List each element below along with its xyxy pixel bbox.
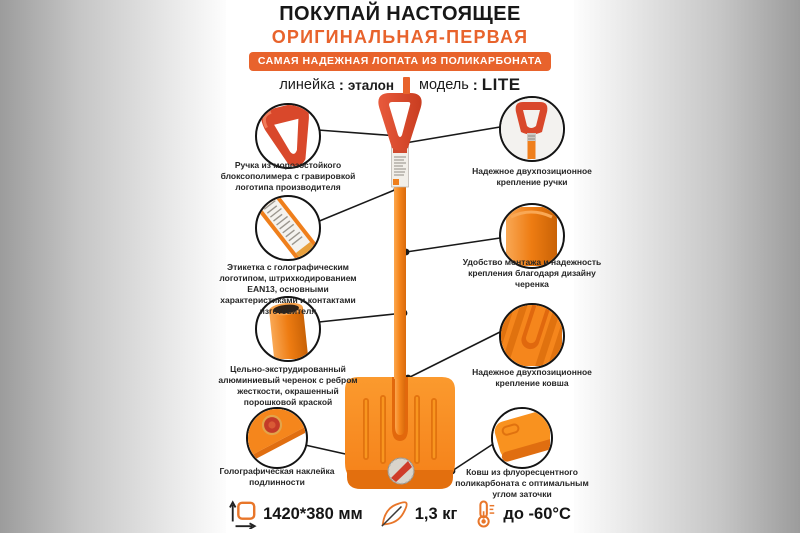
- holographic-label-photo: [255, 195, 321, 261]
- scoop-edge-photo: [491, 407, 553, 469]
- header: [226, 0, 574, 95]
- spec-temperature: [473, 500, 571, 528]
- callout-label-label: Этикетка с голографическим логотипом, штрихкодированием EAN13, основными характеристиками и контактами изготовителя: [219, 262, 357, 316]
- header-banner: САМАЯ НАДЕЖНАЯ ЛОПАТА ИЗ ПОЛИКАРБОНАТА: [249, 52, 551, 71]
- model-colon: :: [472, 76, 478, 94]
- series-value: эталон: [347, 77, 395, 93]
- callout-label-sticker: Голографическая наклейка подлинности: [219, 466, 335, 487]
- spec-value: 1420*380 мм: [263, 504, 363, 523]
- callout-label-handle-mount: Надежное двухпозиционное крепление ручки: [472, 166, 592, 187]
- hologram-sticker-photo: [246, 407, 308, 469]
- hologram-sticker: [388, 458, 414, 484]
- feather-icon: [379, 500, 409, 528]
- series-label: линейка: [279, 77, 335, 93]
- handle-mount-photo: [499, 96, 565, 162]
- model-label: модель: [419, 77, 469, 93]
- callout-label-scoop-mount: Надежное двухпозиционное крепление ковша: [472, 367, 592, 388]
- spec-value: 1,3 кг: [414, 504, 458, 523]
- shovel-shaft: [394, 187, 406, 379]
- separator-bar: [403, 77, 410, 94]
- series-model-row: [226, 75, 574, 95]
- specs-row: [226, 498, 574, 530]
- model-value: LITE: [481, 75, 521, 94]
- series-colon: :: [338, 76, 344, 94]
- shovel-label: [392, 146, 409, 187]
- callout-label-scoop-material: Ковш из флуоресцентного поликарбоната с оптимальным углом заточки: [455, 467, 589, 499]
- spec-weight: [379, 500, 458, 528]
- callout-label-shaft-design: Удобство монтажа и надежность крепления благодаря дизайну черенка: [462, 257, 602, 289]
- thermometer-icon: [473, 500, 497, 528]
- callout-label-shaft: Цельно-экструдированный алюминиевый черенок с ребром жесткости, окрашенный порошковой краской: [218, 364, 358, 407]
- callout-label-handle: Ручка из морозостойкого блоксополимера с гравировкой логотипа производителя: [220, 160, 356, 192]
- header-subtitle: ОРИГИНАЛЬНАЯ-ПЕРВАЯ: [271, 27, 529, 47]
- page-title: ПОКУПАЙ НАСТОЯЩЕЕ: [279, 3, 521, 25]
- spec-value: до -60°C: [503, 504, 571, 523]
- scoop-mount-photo: [499, 303, 565, 369]
- dimensions-icon: [229, 499, 257, 529]
- spec-dimensions: [229, 499, 363, 529]
